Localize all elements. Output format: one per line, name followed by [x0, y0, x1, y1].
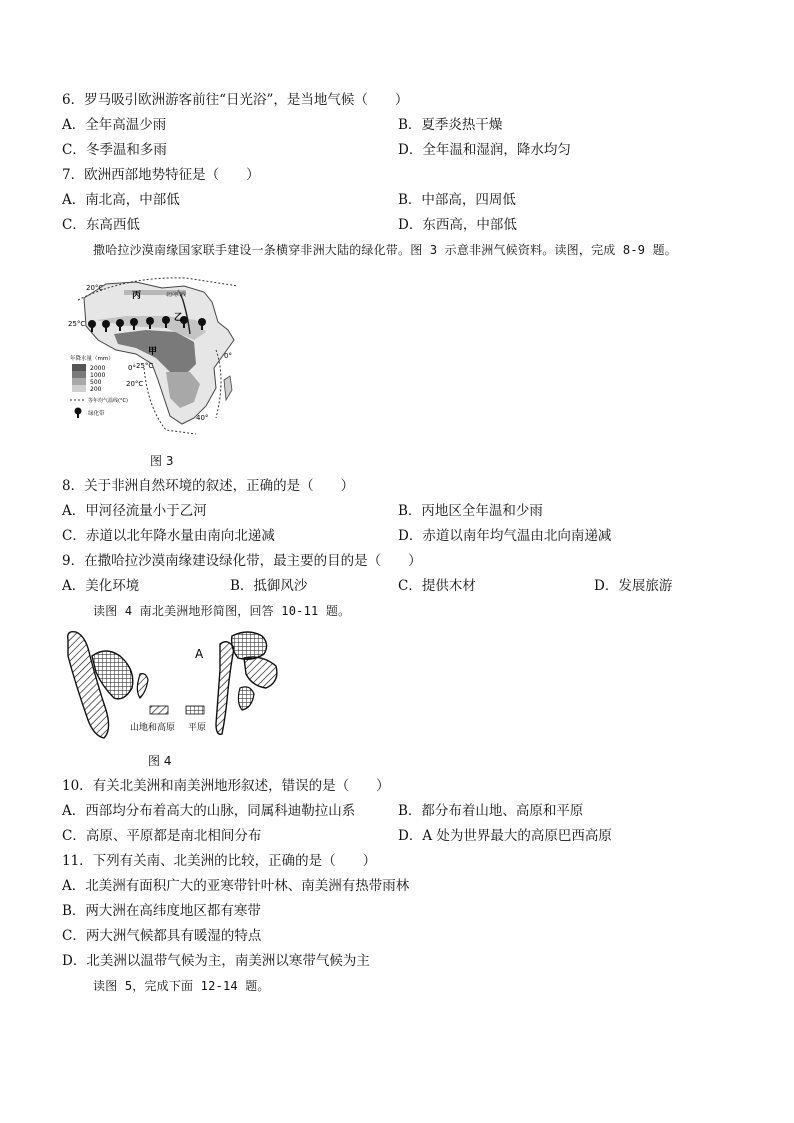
question-6-stem: 6．罗马吸引欧洲游客前往“日光浴”，是当地气候（ ） [62, 92, 409, 108]
americas-map-svg [62, 626, 284, 744]
legend-swatch-mountain [150, 706, 168, 714]
figure-4-americas-map [62, 626, 284, 744]
label-lat-0: 0° [128, 364, 136, 372]
legend-swatch-200 [72, 385, 86, 392]
question-9-option-b[interactable]: B．抵御风沙 [230, 578, 308, 594]
legend-isotherm: 等年均气温线(°C) [88, 398, 128, 404]
intro-8-9: 撒哈拉沙漠南缘国家联手建设一条横穿非洲大陆的绿化带。图 3 示意非洲气候资料。读图，完成 8-9 题。 [93, 243, 678, 257]
label-forty: 40° [196, 414, 209, 422]
question-9-stem: 9．在撒哈拉沙漠南缘建设绿化带，最主要的目的是（ ） [62, 553, 422, 569]
label-bing: 丙 [132, 291, 142, 301]
legend-swatch-plain [186, 706, 204, 714]
question-10-option-c[interactable]: C．高原、平原都是南北相间分布 [62, 828, 262, 844]
legend-mountain: 山地和高原 [130, 723, 176, 733]
question-8-option-c[interactable]: C．赤道以北年降水量由南向北递减 [62, 528, 275, 544]
na-eastern-mountains [137, 674, 148, 698]
sa-east-plain [238, 687, 254, 710]
label-25c-west: 25°C [68, 320, 86, 328]
legend-value-200: 200 [90, 386, 102, 393]
question-7-stem: 7．欧洲西部地势特征是（ ） [62, 167, 260, 183]
label-20c-south: 20°C [126, 380, 144, 388]
label-tropic: 北回归线 [166, 292, 187, 298]
africa-map-svg [66, 268, 242, 436]
sa-brazil-highland [244, 657, 277, 688]
question-10-option-d[interactable]: D．A 处为世界最大的高原巴西高原 [398, 828, 612, 844]
legend-value-500: 500 [90, 379, 102, 386]
question-8-option-a[interactable]: A．甲河径流量小于乙河 [62, 503, 207, 519]
legend-swatch-1000 [72, 371, 86, 378]
figure-3-africa-map [66, 268, 242, 436]
legend-swatch-2000 [72, 364, 86, 371]
question-9-option-a[interactable]: A．美化环境 [62, 578, 140, 594]
question-7-option-b[interactable]: B．中部高，四周低 [398, 192, 516, 208]
question-11-option-b[interactable]: B．两大洲在高纬度地区都有寒带 [62, 903, 261, 919]
question-8-option-d[interactable]: D．赤道以南年均气温由北向南递减 [398, 528, 612, 544]
legend-swatch-500 [72, 378, 86, 385]
question-6-option-a[interactable]: A．全年高温少雨 [62, 117, 167, 133]
question-8-option-b[interactable]: B．丙地区全年温和少雨 [398, 503, 543, 519]
legend-value-1000: 1000 [90, 372, 106, 379]
label-a: A [195, 647, 204, 661]
question-6-option-c[interactable]: C．冬季温和多雨 [62, 142, 167, 158]
question-6-option-b[interactable]: B．夏季炎热干燥 [398, 117, 503, 133]
label-20c-north: 20°C [86, 284, 104, 292]
question-11-option-a[interactable]: A．北美洲有面积广大的亚寒带针叶林、南美洲有热带雨林 [62, 878, 410, 894]
question-9-option-c[interactable]: C．提供木材 [398, 578, 476, 594]
label-25c-center: 25°C [136, 362, 154, 370]
question-10-stem: 10．有关北美洲和南美洲地形叙述，错误的是（ ） [62, 778, 390, 794]
sa-amazon-plain [232, 632, 267, 659]
question-9-option-d[interactable]: D．发展旅游 [594, 578, 673, 594]
figure-3-caption: 图 3 [150, 454, 174, 468]
question-8-stem: 8．关于非洲自然环境的叙述，正确的是（ ） [62, 478, 355, 494]
question-7-option-d[interactable]: D．东西高，中部低 [398, 217, 517, 233]
question-11-stem: 11．下列有关南、北美洲的比较，正确的是（ ） [62, 853, 377, 869]
figure-4-caption: 图 4 [148, 754, 172, 768]
intro-10-11: 读图 4 南北美洲地形简图，回答 10-11 题。 [93, 604, 351, 618]
question-6-option-d[interactable]: D．全年温和湿润，降水均匀 [398, 142, 571, 158]
question-7-option-c[interactable]: C．东高西低 [62, 217, 140, 233]
question-11-option-c[interactable]: C．两大洲气候都具有暖湿的特点 [62, 928, 262, 944]
legend-plain: 平原 [188, 723, 207, 733]
label-yi: 乙 [174, 313, 184, 323]
sa-andes [216, 642, 234, 735]
label-jia: 甲 [148, 347, 158, 357]
legend-title: 年降水量（mm） [70, 356, 114, 362]
label-zero-east: 0° [224, 352, 232, 360]
question-10-option-b[interactable]: B．都分布着山地、高原和平原 [398, 803, 584, 819]
question-11-option-d[interactable]: D．北美洲以温带气候为主，南美洲以寒带气候为主 [62, 953, 370, 969]
intro-12-14: 读图 5，完成下面 12-14 题。 [93, 979, 270, 993]
legend-value-2000: 2000 [90, 365, 106, 372]
legend-greenbelt: 绿化带 [88, 411, 105, 417]
question-10-option-a[interactable]: A．西部均分布着高大的山脉，同属科迪勒拉山系 [62, 803, 356, 819]
question-7-option-a[interactable]: A．南北高，中部低 [62, 192, 180, 208]
